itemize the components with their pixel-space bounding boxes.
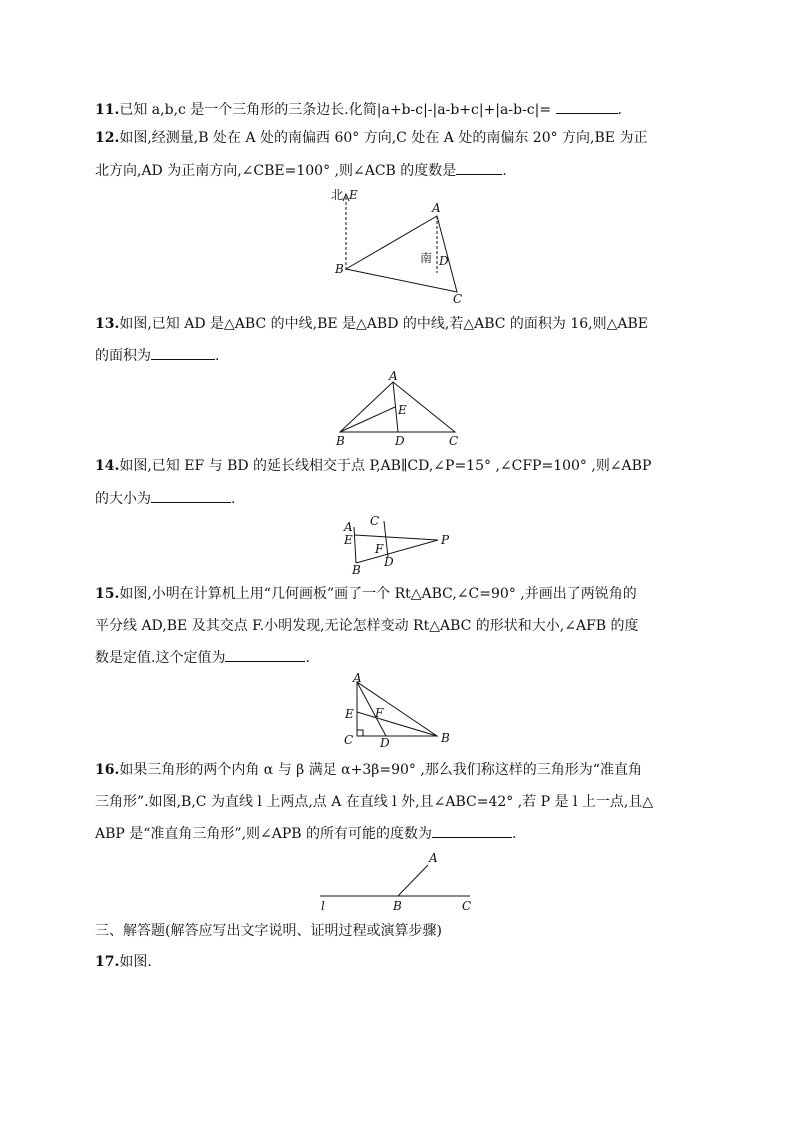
question-text: 如果三角形的两个内角 α 与 β 满足 α+3β=90° ,那么我们称这样的三角形为“准直角	[119, 762, 642, 778]
label-C: C	[449, 434, 459, 448]
period: .	[305, 650, 310, 666]
answer-blank[interactable]	[456, 160, 502, 175]
line-EP	[354, 535, 438, 540]
question-number: 16.	[95, 762, 120, 778]
label-C: C	[344, 733, 354, 747]
label-south: 南	[420, 251, 433, 265]
question-15-line-3	[95, 647, 310, 668]
line-BP	[356, 540, 438, 563]
question-number: 14.	[95, 458, 120, 474]
answer-blank[interactable]	[225, 647, 305, 662]
question-16-line-1	[95, 760, 642, 780]
label-D: D	[439, 254, 449, 268]
question-number: 17.	[95, 954, 120, 970]
question-text: 如图,已知 AD 是△ABC 的中线,BE 是△ABD 的中线,若△ABC 的面积为 16,则△ABE	[119, 316, 649, 332]
answer-blank[interactable]	[556, 99, 618, 114]
question-text: 的面积为	[95, 348, 151, 364]
question-text: 数是定值.这个定值为	[95, 650, 226, 666]
label-B: B	[441, 731, 450, 745]
period: .	[617, 102, 622, 118]
label-D: D	[395, 434, 405, 448]
label-A: A	[344, 520, 353, 534]
label-D: D	[380, 736, 390, 750]
figure-q14	[338, 513, 458, 575]
label-F: F	[375, 542, 384, 556]
label-B: B	[352, 563, 361, 577]
label-A: A	[389, 369, 398, 383]
figure-q16	[315, 850, 480, 914]
label-C: C	[462, 899, 472, 913]
question-12-line-1	[95, 128, 647, 148]
question-number: 13.	[95, 316, 120, 332]
label-C: C	[370, 514, 380, 528]
label-F: F	[375, 706, 384, 720]
label-A: A	[353, 671, 362, 685]
answer-blank[interactable]	[432, 823, 512, 838]
question-13-line-2	[95, 345, 219, 366]
figure-q13	[330, 370, 470, 450]
question-12-line-2	[95, 160, 507, 181]
question-text: 如图,已知 EF 与 BD 的延长线相交于点 P,AB∥CD,∠P=15° ,∠CFP=100° ,则∠ABP	[119, 458, 652, 474]
question-text: 如图.	[119, 954, 152, 970]
label-E: E	[398, 403, 407, 417]
question-number: 15.	[95, 586, 120, 602]
label-E: E	[344, 533, 353, 547]
question-17	[95, 952, 152, 972]
label-C: C	[453, 292, 463, 306]
label-P: P	[441, 533, 450, 547]
question-number: 12.	[95, 130, 120, 146]
question-text: 平分线 AD,BE 及其交点 F.小明发现,无论怎样变动 Rt△ABC 的形状和大小,∠AFB 的度	[95, 618, 639, 634]
question-16-line-2	[95, 792, 653, 812]
label-B: B	[335, 262, 344, 276]
label-l: l	[321, 899, 325, 913]
figure-q12	[325, 185, 475, 310]
question-text: 三角形”.如图,B,C 为直线 l 上两点,点 A 在直线 l 外,且∠ABC=42° ,若 P 是 l 上一点,且△	[95, 794, 654, 810]
question-text: 的大小为	[95, 491, 151, 507]
question-14-line-2	[95, 488, 235, 509]
median-BE	[340, 407, 395, 432]
label-north: 北	[331, 188, 344, 202]
question-text: ABP 是“准直角三角形”,则∠APB 的所有可能的度数为	[95, 826, 433, 842]
period: .	[502, 163, 507, 179]
question-13-line-1	[95, 314, 648, 334]
question-11	[95, 99, 622, 120]
question-16-line-3	[95, 823, 516, 844]
period: .	[512, 826, 517, 842]
segment-BA	[398, 865, 428, 896]
section-heading: 三、解答题(解答应写出文字说明、证明过程或演算步骤)	[95, 923, 442, 939]
label-A: A	[429, 851, 438, 865]
question-text: 北方向,AD 为正南方向,∠CBE=100° ,则∠ACB 的度数是	[95, 163, 457, 179]
bisector-BE	[357, 712, 437, 736]
segment-AB	[354, 527, 356, 563]
question-text: 如图,经测量,B 处在 A 处的南偏西 60° 方向,C 处在 A 处的南偏东 20° 方向,BE 为正	[119, 130, 648, 146]
figure-q15	[340, 672, 460, 752]
answer-blank[interactable]	[151, 345, 215, 360]
period: .	[231, 491, 236, 507]
question-15-line-1	[95, 584, 637, 604]
label-D: D	[384, 555, 394, 569]
label-B: B	[336, 434, 345, 448]
period: .	[215, 348, 220, 364]
answer-blank[interactable]	[151, 488, 231, 503]
label-E: E	[349, 188, 358, 202]
triangle-ABC	[357, 682, 437, 736]
label-E: E	[345, 707, 354, 721]
label-B: B	[393, 899, 402, 913]
label-A: A	[432, 201, 441, 215]
question-text: 如图,小明在计算机上用“几何画板”画了一个 Rt△ABC,∠C=90° ,并画出了两锐角的	[119, 586, 637, 602]
question-number: 11.	[95, 102, 120, 118]
question-text: 已知 a,b,c 是一个三角形的三条边长.化简|a+b-c|-|a-b+c|+|a-b-c|=	[119, 102, 556, 118]
segment-CD	[384, 521, 388, 557]
question-15-line-2	[95, 616, 639, 636]
question-14-line-1	[95, 456, 651, 476]
right-angle-mark	[357, 730, 363, 736]
